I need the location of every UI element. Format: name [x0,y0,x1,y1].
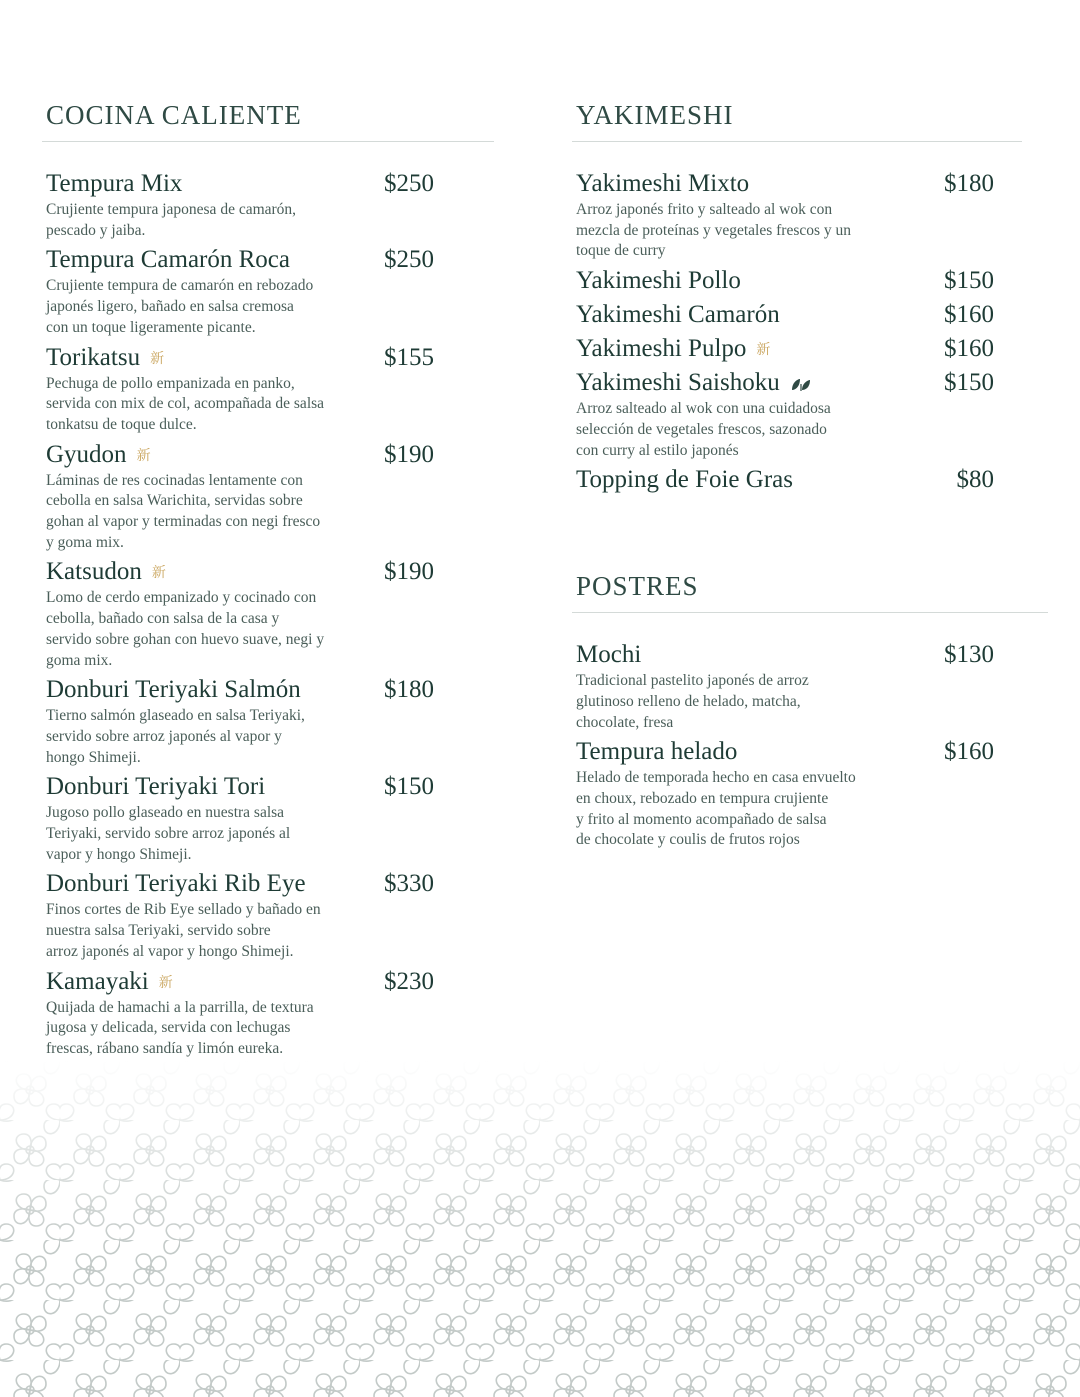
menu-item-name: Topping de Foie Gras [576,466,793,494]
menu-item-price: $330 [384,870,434,898]
new-badge-icon: 新 [158,974,173,991]
menu-list-cocina-caliente [46,169,494,1060]
menu-item-description: Crujiente tempura de camarón en rebozado japonés ligero, bañado en salsa cremosa con un toque ligeramente picante. [46,277,314,336]
menu-item [46,967,494,1060]
menu-item [576,300,1022,330]
menu-item-description: Tradicional pastelito japonés de arroz glutinoso relleno de helado, matcha, chocolate, fresa [576,672,809,731]
menu-item-description: Láminas de res cocinadas lentamente con cebolla en salsa Warichita, servidas sobre gohan al vapor y terminadas con negi fresco y goma mix. [46,471,321,551]
menu-item-price: $190 [384,558,434,586]
menu-item-price: $230 [384,967,434,995]
menu-item [46,245,494,338]
menu-item-name: Yakimeshi Saishoku [576,369,780,397]
menu-item-description: Pechuga de pollo empanizada en panko, servida con mix de col, acompañada de salsa tonkatsu de toque dulce. [46,374,325,433]
menu-item-name: Katsudon [46,558,142,586]
menu-item-price: $160 [944,335,994,363]
menu-item-name: Donburi Teriyaki Salmón [46,676,301,704]
menu-item-name: Mochi [576,641,642,669]
menu-item-price: $160 [944,738,994,766]
menu-list-yakimeshi [576,169,1022,495]
menu-item-name: Donburi Teriyaki Rib Eye [46,870,306,898]
menu-item-price: $190 [384,440,434,468]
menu-item-name: Donburi Teriyaki Tori [46,773,266,801]
cocina-caliente-section [46,98,494,1064]
menu-item-description: Lomo de cerdo empanizado y cocinado con cebolla, bañado con salsa de la casa y servido sobre gohan con huevo suave, negi y goma mix. [46,589,325,669]
menu-item-name: Tempura helado [576,738,738,766]
section-title-yakimeshi: YAKIMESHI [576,100,734,130]
menu-item-name: Yakimeshi Pollo [576,267,741,295]
menu-item-price: $150 [944,369,994,397]
menu-item-price: $180 [944,170,994,197]
menu-item [576,266,1022,296]
menu-item-price: $250 [384,170,434,197]
menu-item-price: $150 [384,773,434,801]
menu-item [46,557,494,671]
menu-item [576,169,1022,262]
menu-item-price: $180 [384,676,434,704]
menu-item-name: Tempura Mix [46,170,183,197]
menu-item-name: Yakimeshi Camarón [576,301,780,329]
menu-item-name: Yakimeshi Mixto [576,170,750,197]
menu-item [46,343,494,436]
menu-item-name: Tempura Camarón Roca [46,246,290,274]
section-title-cocina-caliente: COCINA CALIENTE [46,100,302,130]
menu-item-price: $250 [384,246,434,274]
section-title-postres: POSTRES [576,571,699,602]
new-badge-icon: 新 [150,350,165,367]
menu-item [46,772,494,865]
menu-item [46,675,494,768]
section-divider [572,612,1048,613]
menu-item [46,169,494,241]
menu-item-name: Torikatsu [46,343,141,371]
menu-item-description: Helado de temporada hecho en casa envuelto en choux, rebozado en tempura crujiente y frito al momento acompañado de salsa de chocolate y coulis de frutos rojos [576,769,856,849]
section-divider [42,141,494,142]
menu-item [576,737,1022,851]
menu-item-name: Gyudon [46,440,127,468]
menu-item-price: $155 [384,343,434,371]
new-badge-icon: 新 [756,342,771,359]
menu-item-description: Quijada de hamachi a la parrilla, de textura jugosa y delicada, servida con lechugas frescas, rábano sandía y limón eureka. [46,998,314,1057]
menu-item-description: Finos cortes de Rib Eye sellado y bañado en nuestra salsa Teriyaki, servido sobre arroz japonés al vapor y hongo Shimeji. [46,901,321,960]
menu-item [576,368,1022,461]
menu-item-description: Tierno salmón glaseado en salsa Teriyaki, servido sobre arroz japonés al vapor y hongo Shimeji. [46,707,305,766]
menu-item-description: Arroz salteado al wok con una cuidadosa selección de vegetales frescos, sazonado con curry al estilo japonés [576,400,831,459]
leaf-icon [790,378,812,397]
menu-item [576,640,1022,733]
menu-item-price: $160 [944,301,994,329]
menu-item-name: Kamayaki [46,967,149,995]
menu-item-price: $130 [944,641,994,669]
menu-item [46,440,494,554]
menu-item-price: $150 [944,267,994,295]
new-badge-icon: 新 [136,447,151,464]
menu-list-postres [576,640,1022,851]
section-divider [572,141,1022,142]
menu-item-description: Jugoso pollo glaseado en nuestra salsa Teriyaki, servido sobre arroz japonés al vapor y hongo Shimeji. [46,804,291,863]
menu-item-price: $80 [956,466,994,494]
floral-background-pattern [0,1060,1080,1397]
yakimeshi-section [576,98,1022,855]
menu-item-name: Yakimeshi Pulpo [576,335,747,363]
menu-item-description: Arroz japonés frito y salteado al wok con mezcla de proteínas y vegetales frescos y un toque de curry [576,201,852,260]
menu-item [576,465,1022,495]
menu-item [46,869,494,962]
menu-item-description: Crujiente tempura japonesa de camarón, pescado y jaiba. [46,201,297,239]
new-badge-icon: 新 [151,565,166,582]
menu-item [576,334,1022,364]
